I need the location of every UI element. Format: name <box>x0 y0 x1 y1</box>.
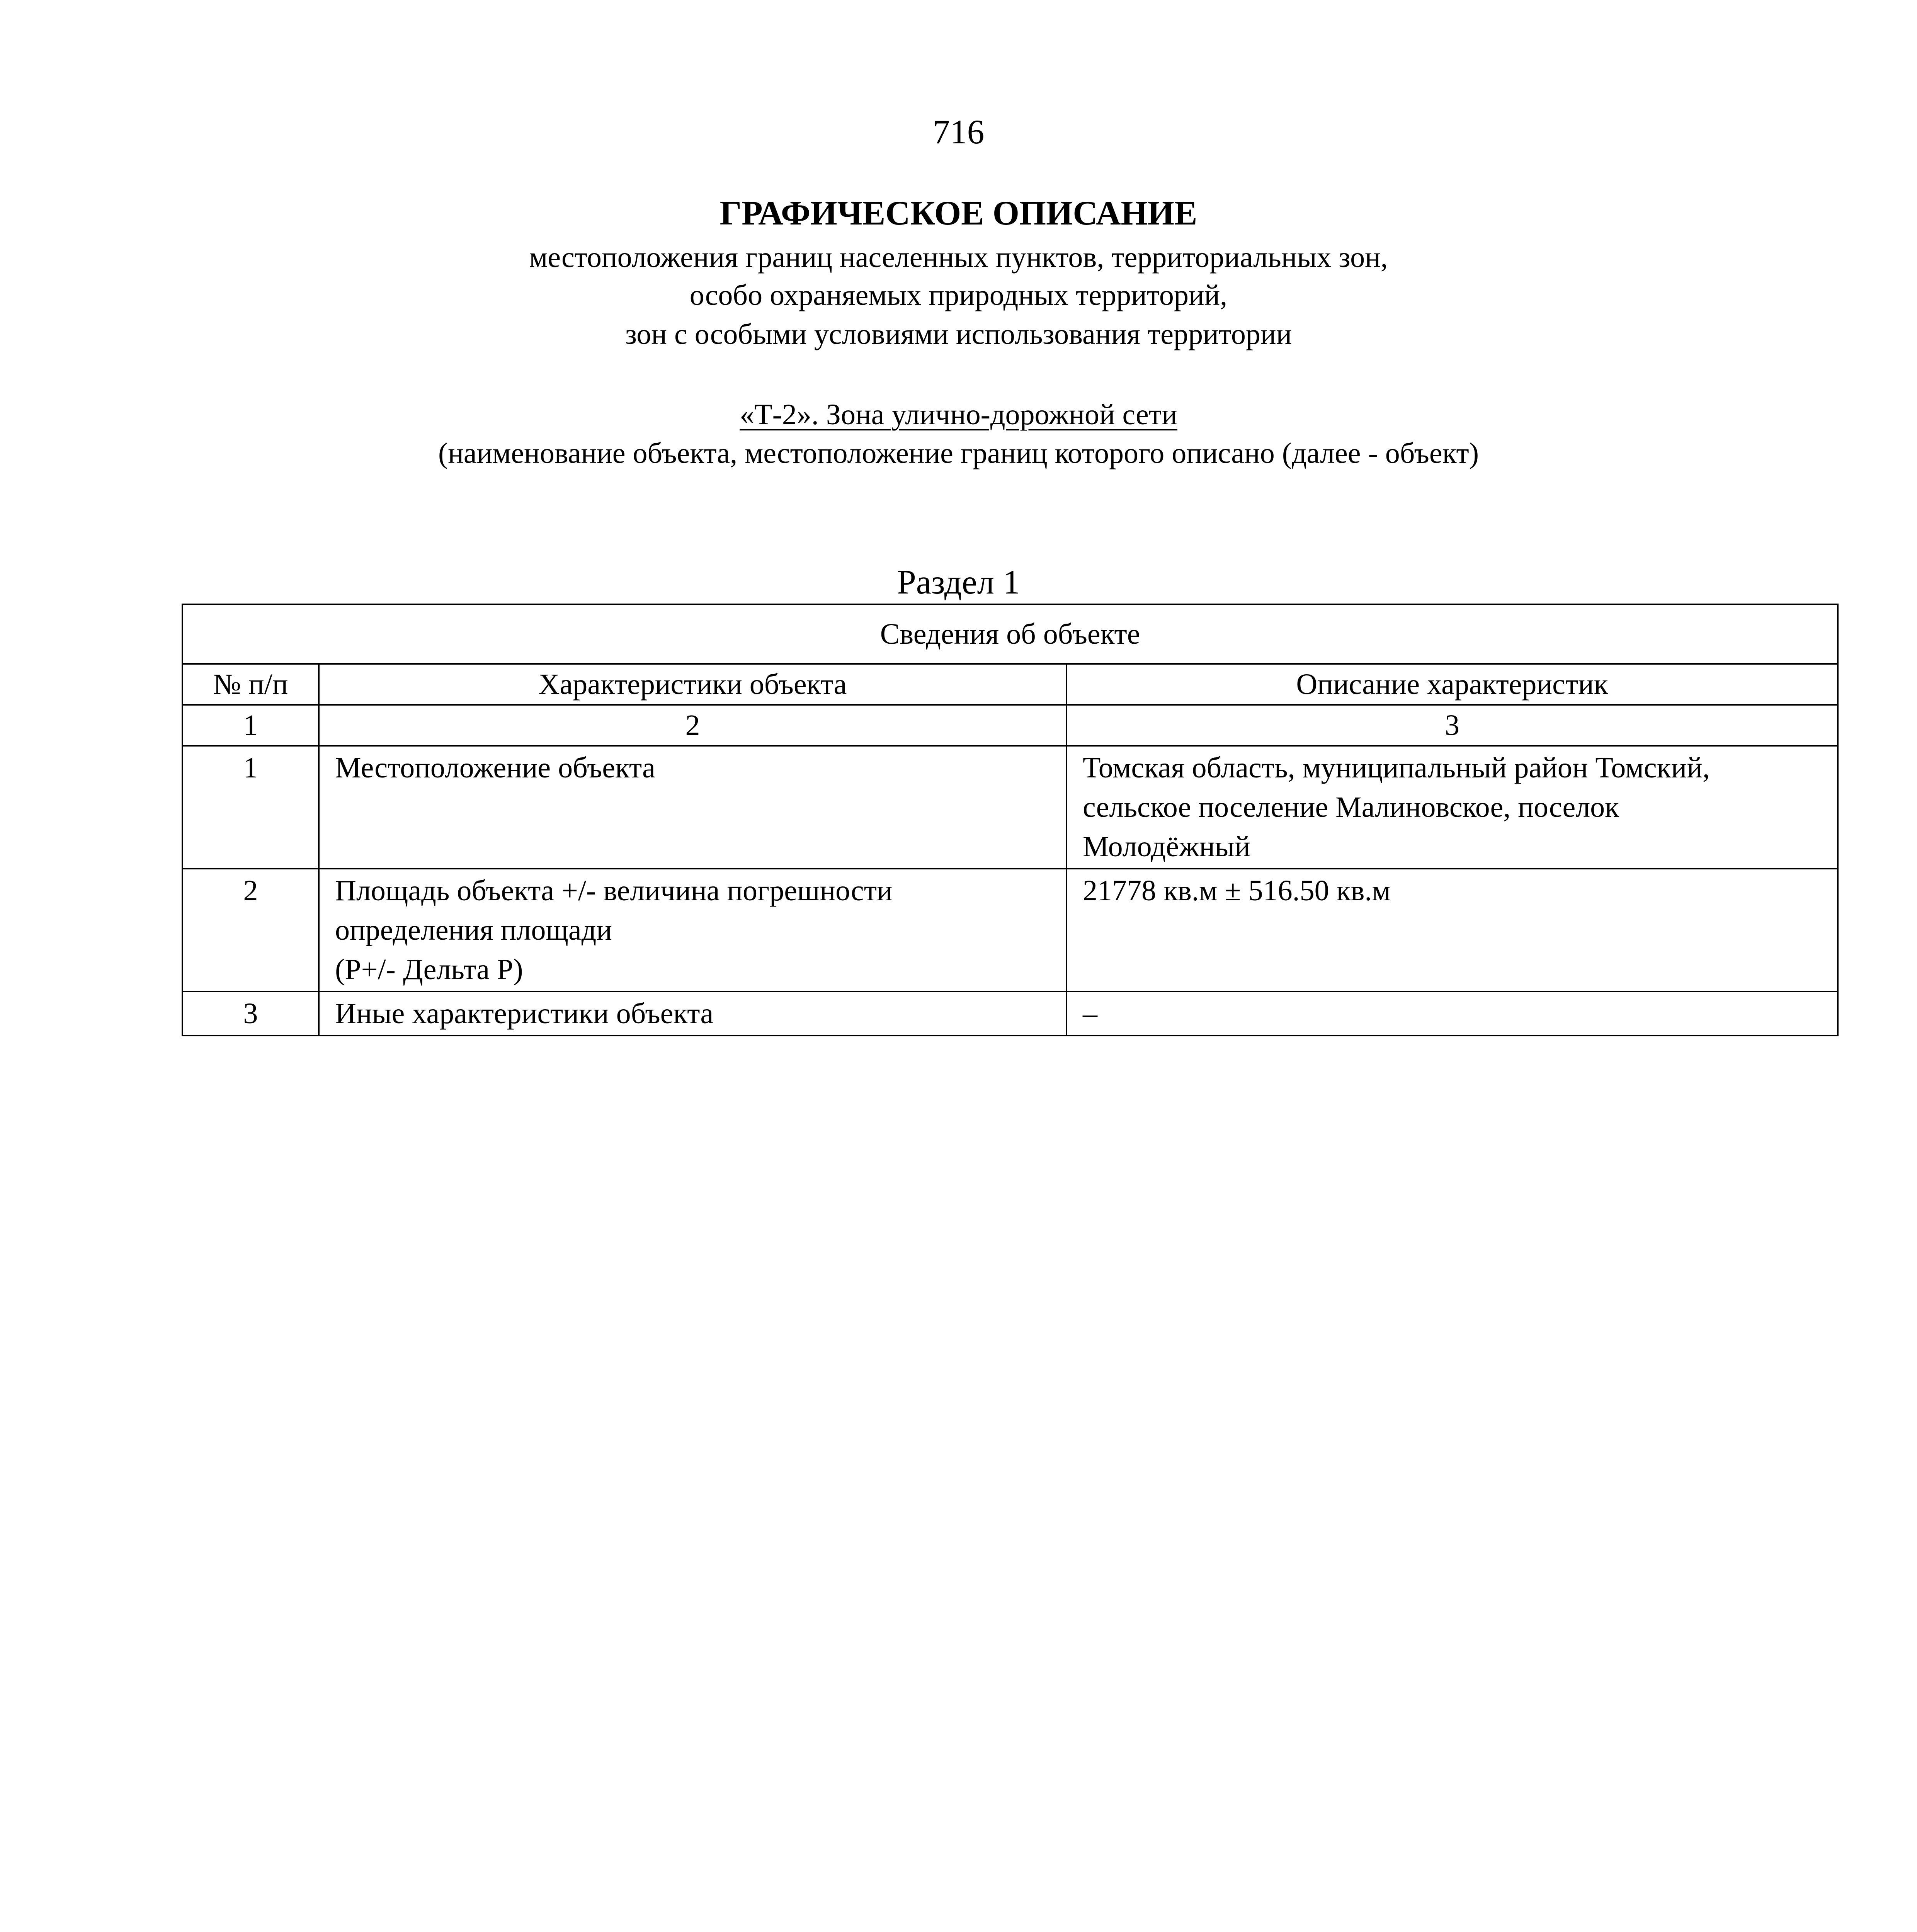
section-title: Раздел 1 <box>897 563 1020 601</box>
subtitle-line: местоположения границ населенных пунктов, территориальных зон, <box>529 241 1388 274</box>
row-number: 1 <box>182 746 319 869</box>
table-caption: Сведения об объекте <box>182 604 1838 664</box>
row-description: – <box>1067 992 1838 1036</box>
object-name-wrapper <box>0 400 1917 429</box>
object-info-table <box>182 604 1839 1036</box>
row-characteristic: Иные характеристики объекта <box>319 992 1067 1036</box>
subtitle-line: зон с особыми условиями использования территории <box>625 318 1292 350</box>
header-description: Описание характеристик <box>1067 664 1838 705</box>
object-name: «Т-2». Зона улично-дорожной сети <box>740 398 1177 431</box>
row-description: 21778 кв.м ± 516.50 кв.м <box>1067 869 1838 992</box>
column-number: 1 <box>182 705 319 746</box>
table-row <box>182 746 1838 869</box>
row-number: 2 <box>182 869 319 992</box>
row-number: 3 <box>182 992 319 1036</box>
table-caption-row <box>182 604 1838 664</box>
column-number: 2 <box>319 705 1067 746</box>
page-number: 716 <box>932 113 985 151</box>
row-description: Томская область, муниципальный район Томский, сельское поселение Малиновское, поселок Молодёжный <box>1067 746 1838 869</box>
row-characteristic: Площадь объекта +/- величина погрешности определения площади (P+/- Дельта P) <box>319 869 1067 992</box>
header-characteristic: Характеристики объекта <box>319 664 1067 705</box>
column-number: 3 <box>1067 705 1838 746</box>
row-characteristic: Местоположение объекта <box>319 746 1067 869</box>
object-caption: (наименование объекта, местоположение границ которого описано (далее - объект) <box>438 437 1479 469</box>
subtitle-line: особо охраняемых природных территорий, <box>689 279 1228 311</box>
column-number-row <box>182 705 1838 746</box>
table-row <box>182 992 1838 1036</box>
table-row <box>182 869 1838 992</box>
table-header-row <box>182 664 1838 705</box>
document-title: ГРАФИЧЕСКОЕ ОПИСАНИЕ <box>720 194 1197 232</box>
header-number: № п/п <box>182 664 319 705</box>
